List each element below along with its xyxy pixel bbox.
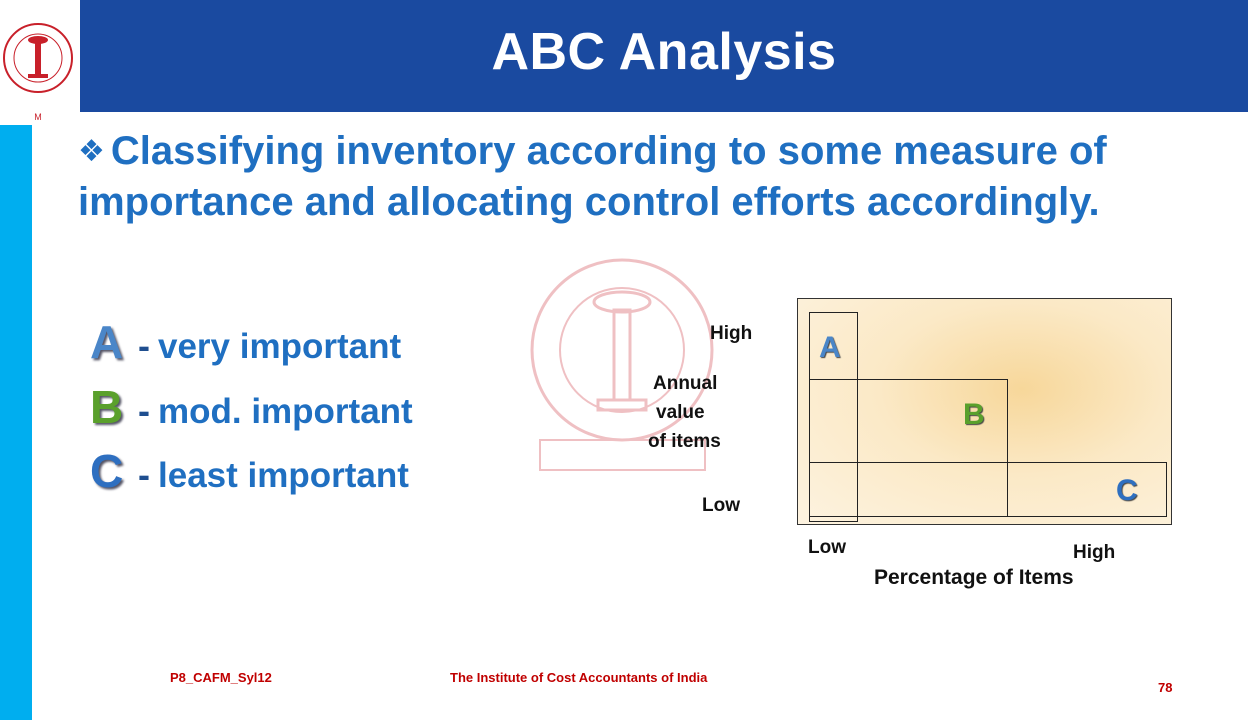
- region-b-label: B: [963, 398, 985, 431]
- class-letter: C: [90, 445, 124, 497]
- bullet-text: Classifying inventory according to some measure of importance and allocating control efforts accordingly.: [78, 129, 1107, 224]
- x-axis-high-label: High: [1073, 542, 1116, 563]
- class-separator: -: [138, 325, 150, 366]
- slide-title: ABC Analysis: [491, 23, 837, 81]
- class-description: mod. important: [158, 392, 413, 431]
- region-c-label: C: [1116, 474, 1138, 507]
- y-axis-title-line3: of items: [648, 431, 721, 452]
- class-letter: A: [90, 316, 124, 368]
- class-description: least important: [158, 456, 409, 495]
- y-axis-low-label: Low: [702, 495, 740, 516]
- class-c-row: [90, 444, 409, 498]
- class-a-row: [90, 315, 401, 369]
- class-letter: B: [90, 381, 124, 433]
- y-axis-title-line1: Annual: [653, 373, 718, 394]
- svg-text:M: M: [34, 112, 42, 122]
- footer-institute-name: The Institute of Cost Accountants of India: [450, 670, 708, 685]
- class-description: very important: [158, 327, 402, 366]
- diamond-bullet-icon: ❖: [78, 135, 105, 168]
- region-c-box: [809, 462, 1167, 517]
- bullet-point: [78, 126, 1218, 227]
- class-separator: -: [138, 390, 150, 431]
- y-axis-high-label: High: [710, 323, 753, 344]
- left-accent-strip: [0, 125, 32, 720]
- region-a-label: A: [819, 331, 841, 364]
- class-separator: -: [138, 454, 150, 495]
- footer-course-code: P8_CAFM_Syl12: [170, 670, 272, 685]
- y-axis-title-line2: value: [656, 402, 705, 423]
- institute-seal-icon: [0, 0, 80, 125]
- institute-logo: [0, 0, 80, 125]
- x-axis-title: Percentage of Items: [874, 566, 1074, 589]
- abc-diagram-area: [797, 298, 1172, 525]
- page-number: 78: [1158, 680, 1173, 695]
- class-b-row: [90, 380, 413, 434]
- x-axis-low-label: Low: [808, 537, 846, 558]
